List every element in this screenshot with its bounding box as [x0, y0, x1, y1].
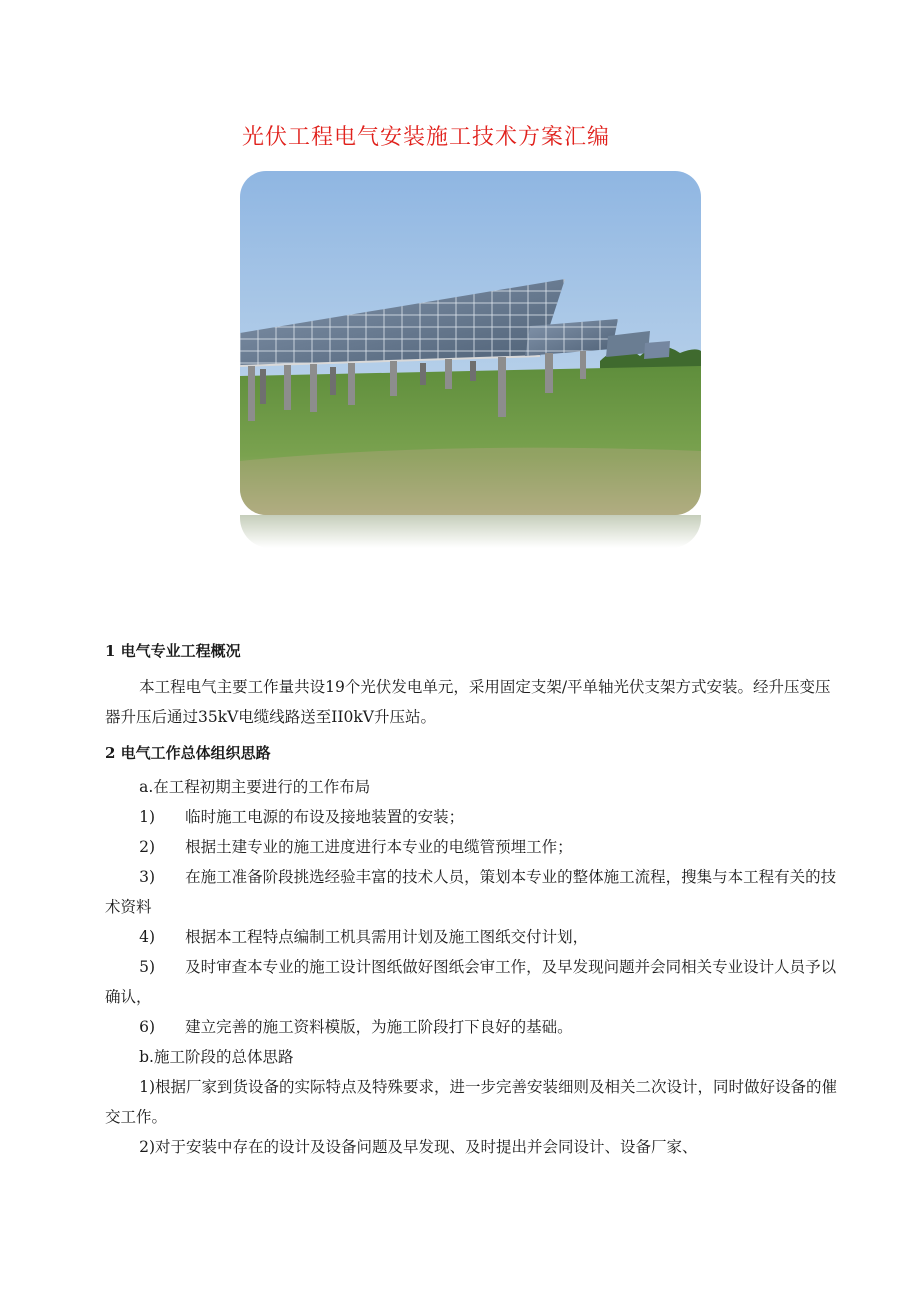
list-item	[105, 832, 837, 862]
list-item-number: 4)	[139, 928, 156, 946]
list-item-text: 建立完善的施工资料模版，为施工阶段打下良好的基础。	[185, 1018, 573, 1036]
list-item-text: 及时审查本专业的施工设计图纸做好图纸会审工作，及早发现问题并会同相关专业设计人员予以确认，	[105, 958, 837, 1006]
photo-frame	[240, 171, 701, 515]
list-item-text: 临时施工电源的布设及接地装置的安装；	[185, 808, 465, 826]
list-item-text: 根据本工程特点编制工机具需用计划及施工图纸交付计划，	[185, 928, 589, 946]
list-item-number: 6)	[139, 1018, 156, 1036]
paragraph-b-2: 2)对于安装中存在的设计及设备问题及早发现、及时提出并会同设计、设备厂家、	[139, 1138, 698, 1156]
list-item	[105, 952, 837, 1012]
document-body	[105, 636, 837, 1162]
list-item-text: 根据土建专业的施工进度进行本专业的电缆管预埋工作；	[185, 838, 573, 856]
solar-panel-photo	[240, 171, 701, 548]
section-1-heading: 1 电气专业工程概况	[105, 642, 241, 660]
section-2-heading: 2 电气工作总体组织思路	[105, 744, 271, 762]
list-item-text: 在施工准备阶段挑选经验丰富的技术人员，策划本专业的整体施工流程，搜集与本工程有关的技术资料	[105, 868, 837, 916]
list-item	[105, 862, 837, 922]
list-item	[105, 802, 837, 832]
list-item	[105, 922, 837, 952]
document-title: 光伏工程电气安装施工技术方案汇编	[241, 125, 610, 150]
list-item-number: 2)	[139, 838, 156, 856]
list-item-number: 3)	[139, 868, 156, 886]
list-item-number: 1)	[139, 808, 156, 826]
paragraph-b-1: 1)根据厂家到货设备的实际特点及特殊要求，进一步完善安装细则及相关二次设计，同时做好设备的催交工作。	[105, 1078, 838, 1126]
subsection-a-title: a.在工程初期主要进行的工作布局	[139, 778, 371, 796]
subsection-b-title: b.施工阶段的总体思路	[139, 1048, 294, 1066]
photo-reflection	[240, 515, 701, 548]
list-item-number: 5)	[139, 958, 156, 976]
solar-array-illustration	[240, 171, 701, 515]
list-item	[105, 1012, 837, 1042]
section-1-paragraph: 本工程电气主要工作量共设19个光伏发电单元，采用固定支架/平单轴光伏支架方式安装。经升压变压器升压后通过35kV电缆线路送至II0kV升压站。	[105, 678, 831, 726]
